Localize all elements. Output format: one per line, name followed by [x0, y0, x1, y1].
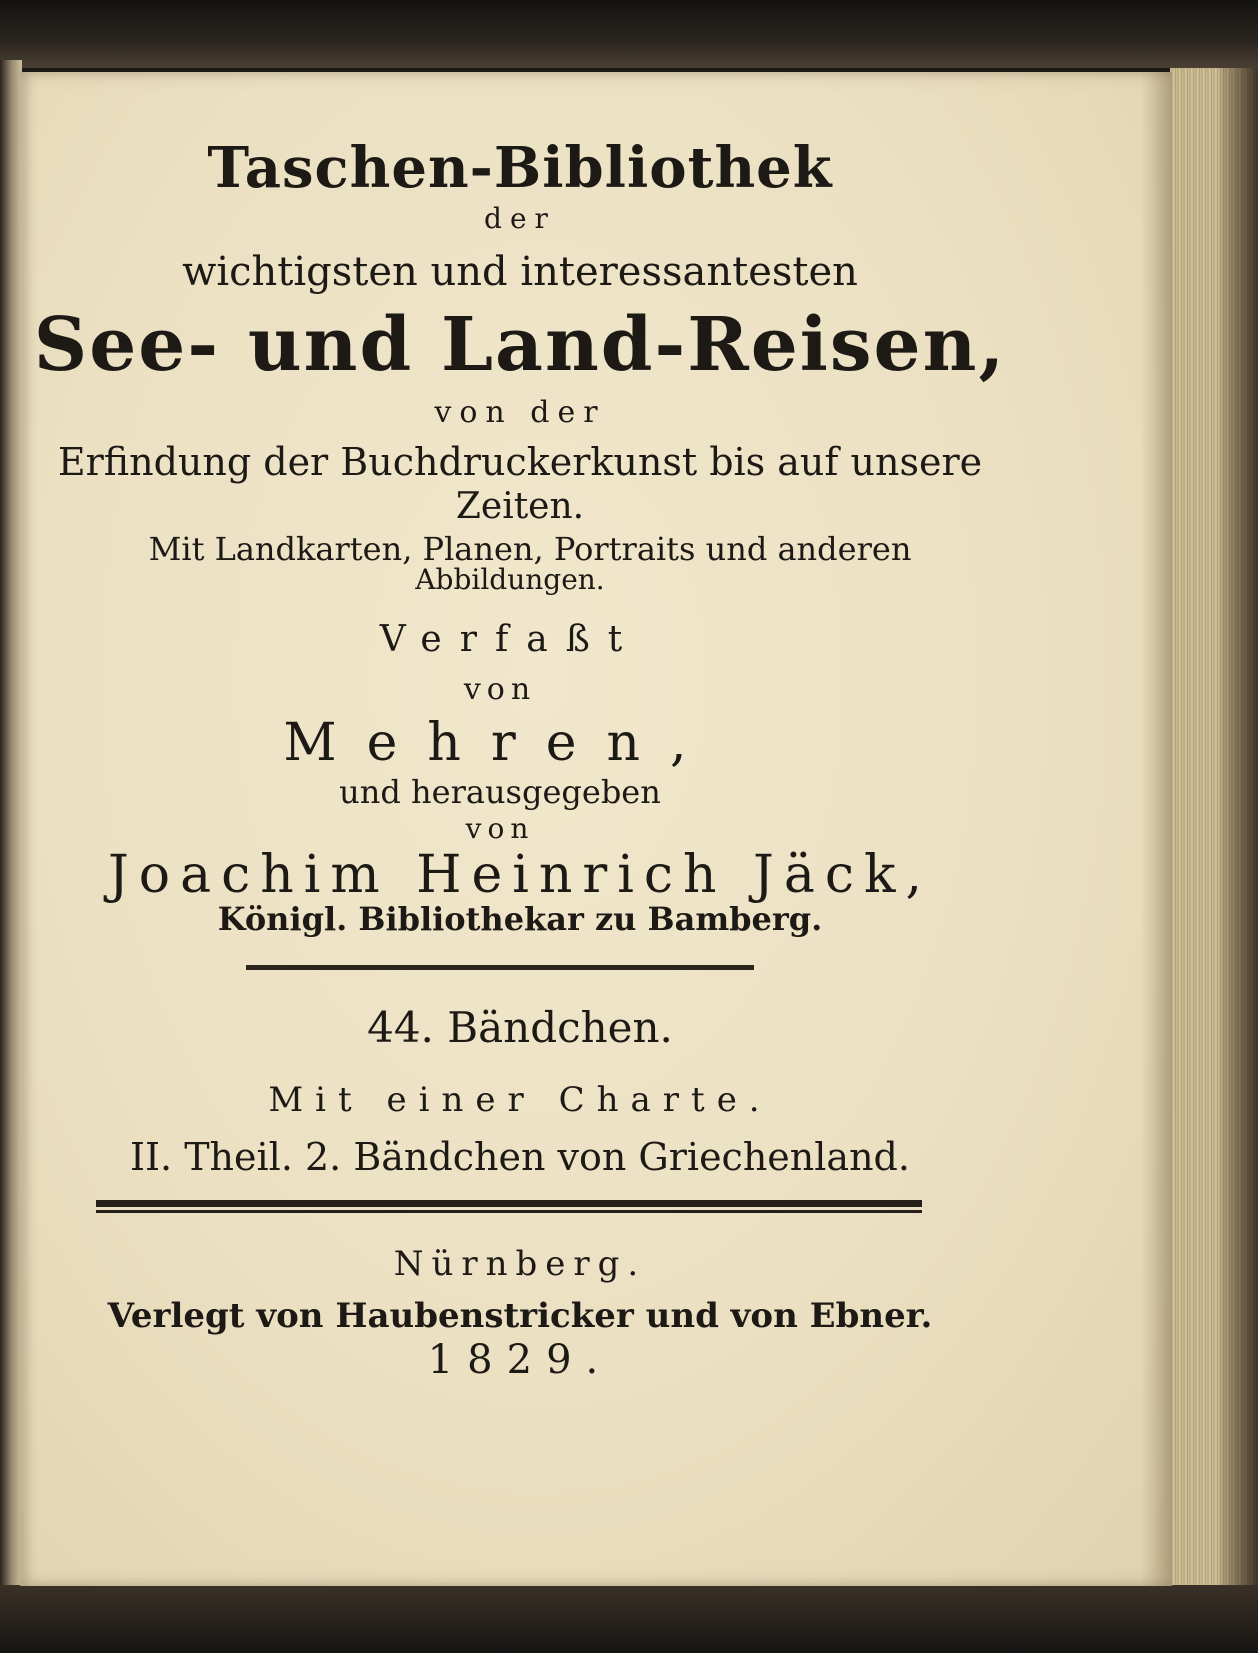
editor-name: Joachim Heinrich Jäck,	[107, 845, 933, 905]
title-adjectives: wichtigsten und interessantesten	[182, 249, 858, 295]
imprint-year: 1829.	[427, 1337, 613, 1383]
title-span-line-1: Erfindung der Buchdruckerkunst bis auf unsere	[57, 440, 983, 484]
double-rule-thin	[96, 1210, 922, 1213]
part-line: II. Theil. 2. Bändchen von Griechenland.	[130, 1135, 910, 1179]
illustrations-line-1: Mit Landkarten, Planen, Portraits und anderen	[148, 530, 912, 568]
series-title: Taschen-Bibliothek	[207, 135, 833, 201]
double-divider-rule	[96, 1200, 922, 1214]
double-rule-thick	[96, 1200, 922, 1207]
book-cover-top	[0, 0, 1258, 68]
imprint-publisher: Verlegt von Haubenstricker und von Ebner.	[107, 1296, 933, 1336]
editor-intro: und herausgegeben	[339, 773, 661, 811]
title-span-line-2: Zeiten.	[455, 486, 585, 527]
by-label-2: von	[465, 812, 535, 845]
divider-rule	[246, 965, 754, 970]
title-article: der	[484, 202, 556, 235]
by-label-1: von	[463, 672, 537, 707]
map-note: Mit einer Charte.	[268, 1080, 772, 1120]
book-cover-bottom	[0, 1585, 1258, 1653]
editor-title: Königl. Bibliothekar zu Bamberg.	[217, 900, 823, 938]
main-title: See- und Land-Reisen,	[33, 302, 1007, 388]
page-shading	[1140, 72, 1172, 1586]
volume-number: 44. Bändchen.	[367, 1003, 673, 1052]
title-from: von der	[434, 395, 606, 430]
authored-label: Verfaßt	[379, 619, 641, 660]
illustrations-line-2: Abbildungen.	[415, 563, 605, 596]
page-edges-shadow	[1220, 68, 1258, 1588]
author-name: Mehren,	[283, 713, 717, 773]
imprint-place: Nürnberg.	[393, 1244, 647, 1284]
